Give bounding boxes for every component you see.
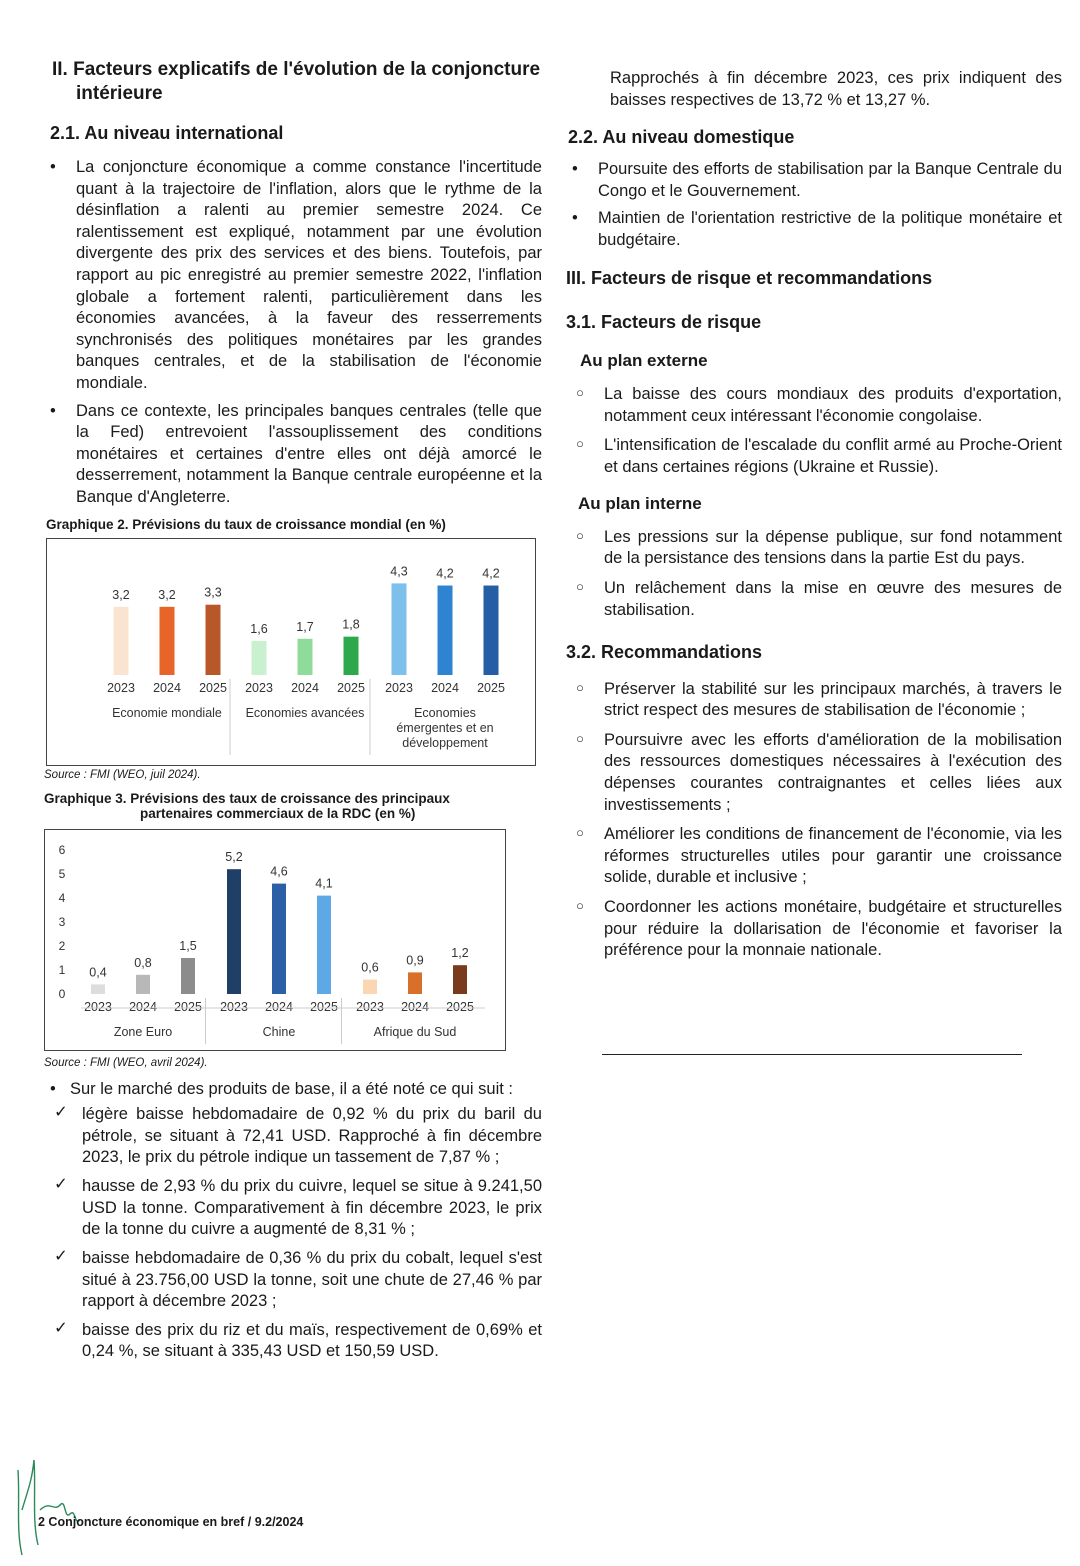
data-label: 4,3 (390, 564, 408, 579)
category-label: émergentes et en (396, 720, 494, 735)
category-label: Chine (262, 1024, 296, 1039)
chart2-caption: Graphique 2. Prévisions du taux de croissance mondial (en %) (46, 516, 446, 532)
list-item: ○ Poursuivre avec les efforts d'amélioration de la mobilisation des ressources domestiques nécessaires à l'exécution des dépenses courantes contraignantes et celles liées aux investissements ; (566, 730, 1062, 816)
list-item: ○ Préserver la stabilité sur les principaux marchés, à travers le strict respect des mesures de stabilisation de l'économie ; (566, 679, 1062, 722)
data-label: 0,6 (361, 960, 379, 975)
check-item: ✓ hausse de 2,93 % du prix du cuivre, lequel se situe à 9.241,50 USD la tonne. Comparativement à fin décembre 2023, le prix de la tonne du cuivre a augmenté de 8,31 % ; (44, 1176, 542, 1241)
list-item: • Dans ce contexte, les principales banques centrales (telle que la Fed) entrevoient l'assouplissement des conditions monétaires et certaines d'entre elles ont déjà amorcé le desserrement, notamment la Banque centrale européenne et la Banque d'Angleterre. (44, 401, 542, 509)
data-label: 4,1 (315, 876, 333, 891)
data-label: 4,6 (270, 864, 288, 879)
list-item: ○ Améliorer les conditions de financement de l'économie, via les réformes structurelles utiles pour garantir une croissance solide, durable et inclusive ; (566, 824, 1062, 889)
bar (114, 606, 129, 674)
list-item: ○ L'intensification de l'escalade du conflit armé au Proche-Orient et dans certaines régions (Ukraine et Russie). (566, 435, 1062, 478)
bar (91, 984, 105, 994)
subsection-title-domestic: 2.2. Au niveau domestique (568, 126, 795, 147)
subsection-title-international: 2.1. Au niveau international (50, 122, 284, 143)
data-label: 3,2 (112, 587, 130, 602)
category-label: Economies (414, 705, 476, 720)
chart3-caption-line2: partenaires commerciaux de la RDC (en %) (140, 805, 416, 821)
list-item: ○ Un relâchement dans la mise en œuvre des mesures de stabilisation. (566, 578, 1062, 621)
list-item: ○ Les pressions sur la dépense publique, sur fond notamment de la persistance des tensions dans la partie Est du pays. (566, 527, 1062, 570)
x-tick-label: 2023 (107, 680, 135, 695)
external-items (566, 384, 1062, 478)
list-item: ○ Coordonner les actions monétaire, budgétaire et structurelles pour réduire la dollarisation de l'économie et favoriser la préférence pour la monnaie nationale. (566, 897, 1062, 962)
data-label: 0,9 (406, 953, 424, 968)
international-bullets (44, 157, 542, 509)
internal-items (566, 527, 1062, 621)
x-tick-label: 2025 (310, 999, 338, 1014)
bar (136, 974, 150, 993)
handwritten-signature (10, 1450, 100, 1560)
bar (344, 636, 359, 674)
domestic-bullets (566, 159, 1062, 251)
section-title-risk: III. Facteurs de risque et recommandations (566, 268, 933, 289)
bar (227, 869, 241, 994)
data-label: 1,8 (342, 617, 360, 632)
y-tick-label: 1 (58, 962, 66, 977)
data-label: 1,2 (451, 945, 469, 960)
y-tick-label: 0 (58, 986, 66, 1001)
x-tick-label: 2025 (174, 999, 202, 1014)
left-column (44, 58, 542, 1363)
x-tick-label: 2023 (245, 680, 273, 695)
data-label: 1,6 (250, 621, 268, 636)
check-item: ✓ baisse hebdomadaire de 0,36 % du prix du cobalt, lequel s'est situé à 23.756,00 USD la tonne, soit une chute de 27,46 % par rapport à décembre 2023 ; (44, 1248, 542, 1313)
list-item: • Maintien de l'orientation restrictive de la politique monétaire et budgétaire. (566, 208, 1062, 251)
carry-over-text: Rapprochés à fin décembre 2023, ces prix indiquent des baisses respectives de 13,72 % et 13,27 %. (610, 69, 1062, 109)
section-title (44, 58, 542, 106)
bar (363, 979, 377, 993)
x-tick-label: 2025 (446, 999, 474, 1014)
category-label: développement (402, 735, 488, 750)
x-tick-label: 2024 (401, 999, 429, 1014)
subsection-title-reco: 3.2. Recommandations (566, 642, 763, 663)
data-label: 3,2 (158, 587, 176, 602)
list-item: • La conjoncture économique a comme constance l'incertitude quant à la trajectoire de l'inflation, alors que le rythme de la désinflation a ralenti au premier semestre 2024. Ce ralentissement est expliqué, notamment par une évolution divergente des prix des services et des biens. Toutefois, par rapport au pic enregistré au premier semestre 2022, l'inflation globale a fortement ralenti, particulièrement dans les économies avancées, à la faveur des resserrements synchronisés des politiques monétaires par les grandes banques centrales, et de la stabilisation de l'économie mondiale. (44, 157, 542, 395)
list-item: • Poursuite des efforts de stabilisation par la Banque Centrale du Congo et le Gouvernement. (566, 159, 1062, 202)
end-rule (602, 1054, 1022, 1055)
data-label: 4,2 (482, 566, 500, 581)
external-title: Au plan externe (580, 351, 708, 371)
bar (484, 585, 499, 674)
chart3-caption-line1: Graphique 3. Prévisions des taux de croissance des principaux (44, 790, 450, 806)
x-tick-label: 2024 (291, 680, 319, 695)
subsection-title-risk: 3.1. Facteurs de risque (566, 311, 762, 332)
category-label: Zone Euro (113, 1024, 173, 1039)
right-column (566, 68, 1062, 962)
x-tick-label: 2025 (477, 680, 505, 695)
chart3-source: Source : FMI (WEO, avril 2024). (44, 1056, 208, 1069)
data-label: 5,2 (225, 849, 243, 864)
y-tick-label: 5 (58, 866, 66, 881)
chart3 (44, 829, 506, 1051)
x-tick-label: 2025 (199, 680, 227, 695)
data-label: 1,7 (296, 619, 314, 634)
y-tick-label: 3 (58, 914, 66, 929)
page-footer: 2 Conjoncture économique en bref / 9.2/2024 (38, 1515, 304, 1529)
section-title-line1: II. Facteurs explicatifs de l'évolution de la conjoncture (52, 59, 541, 80)
chart2-source: Source : FMI (WEO, juil 2024). (44, 768, 201, 781)
y-tick-label: 4 (58, 890, 66, 905)
bar (252, 641, 267, 675)
x-tick-label: 2023 (84, 999, 112, 1014)
bar (272, 883, 286, 993)
x-tick-label: 2025 (337, 680, 365, 695)
bar (298, 638, 313, 674)
category-label: Economie mondiale (112, 705, 222, 720)
list-item: ○ La baisse des cours mondiaux des produits d'exportation, notamment ceux intéressant l'économie congolaise. (566, 384, 1062, 427)
chart3-caption (44, 791, 542, 821)
x-tick-label: 2024 (153, 680, 181, 695)
internal-title: Au plan interne (578, 493, 702, 513)
data-label: 3,3 (204, 585, 222, 600)
commodities-bullet (44, 1079, 542, 1101)
x-tick-label: 2024 (265, 999, 293, 1014)
category-label: Afrique du Sud (373, 1024, 457, 1039)
data-label: 0,4 (89, 965, 107, 980)
x-tick-label: 2023 (220, 999, 248, 1014)
reco-items (566, 679, 1062, 962)
chart2-svg (47, 539, 535, 765)
x-tick-label: 2023 (385, 680, 413, 695)
bar (453, 965, 467, 994)
data-label: 4,2 (436, 566, 454, 581)
x-tick-label: 2024 (129, 999, 157, 1014)
data-label: 1,5 (179, 938, 197, 953)
data-label: 0,8 (134, 955, 152, 970)
bar (392, 583, 407, 675)
y-tick-label: 2 (58, 938, 66, 953)
bar (160, 606, 175, 674)
check-item: ✓ baisse des prix du riz et du maïs, respectivement de 0,69% et 0,24 %, se situant à 335,43 USD et 150,59 USD. (44, 1320, 542, 1363)
y-tick-label: 6 (58, 842, 66, 857)
check-item: ✓ légère baisse hebdomadaire de 0,92 % du prix du baril du pétrole, se situant à 72,41 USD. Rapproché à fin décembre 2023, le prix du pétrole indique un tassement de 7,87 % ; (44, 1104, 542, 1169)
commodities-checklist (44, 1104, 542, 1363)
x-tick-label: 2023 (356, 999, 384, 1014)
x-tick-label: 2024 (431, 680, 459, 695)
bar (438, 585, 453, 674)
bar (408, 972, 422, 994)
list-item: • Sur le marché des produits de base, il a été noté ce qui suit : (44, 1079, 542, 1101)
bar (181, 958, 195, 994)
category-label: Economies avancées (245, 705, 365, 720)
bar (206, 604, 221, 674)
bar (317, 895, 331, 993)
chart3-svg (45, 830, 505, 1050)
chart2 (46, 538, 536, 766)
section-title-line2: intérieure (76, 82, 163, 104)
